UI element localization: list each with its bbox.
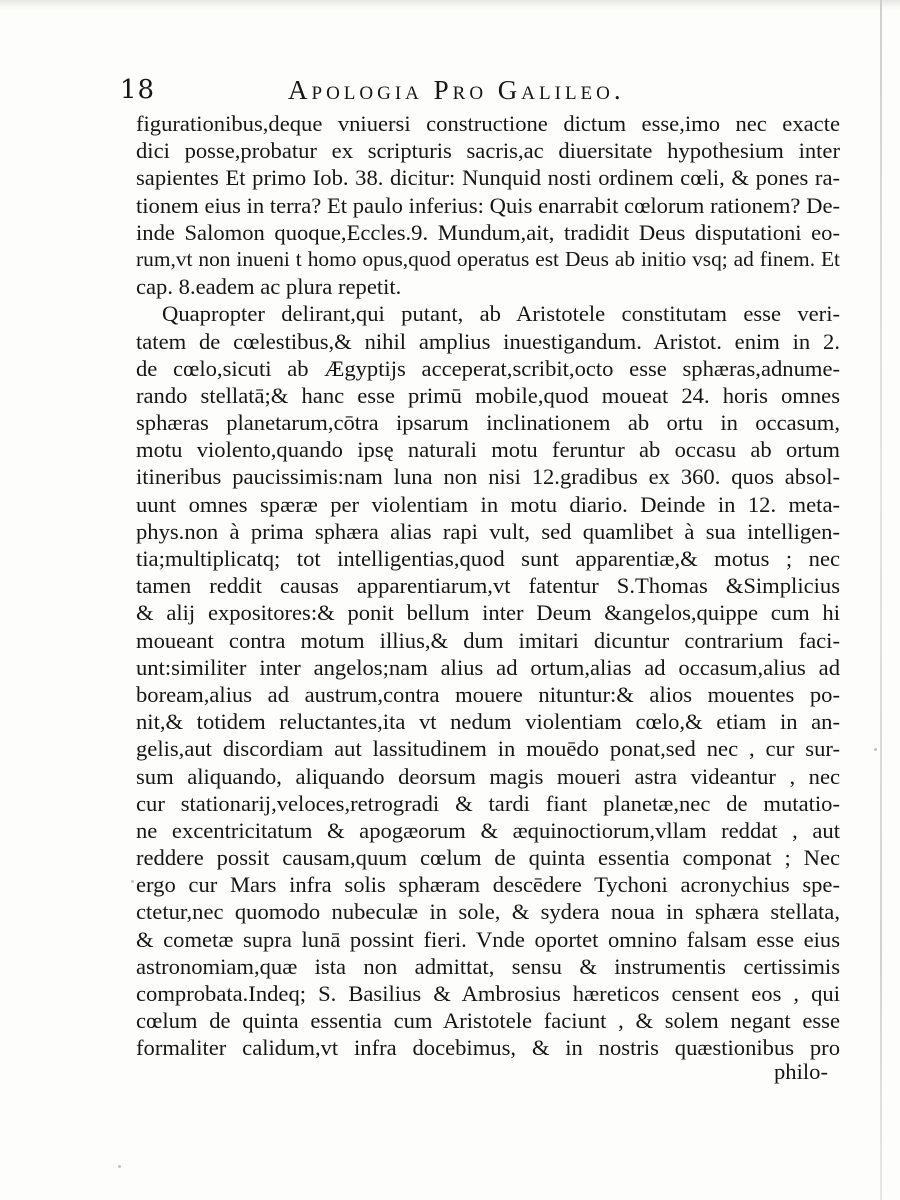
scan-speck [874, 748, 877, 751]
paragraph-start-line: Quapropter delirant,qui putant, ab Aristotele constitutam esse veri- [162, 301, 840, 327]
text-line: rum,vt non inueni t homo opus,quod operatus est Deus ab initio vsq; ad finem. Et [136, 246, 840, 271]
text-line: & alij expositores:& ponit bellum inter Deum &angelos,quippe cum hi [136, 600, 840, 626]
text-line: dici posse,probatur ex scripturis sacris,ac diuersitate hypothesium inter [136, 138, 840, 164]
page-number: 18 [120, 75, 156, 105]
text-line: gelis,aut discordiam aut lassitudinem in mouēdo ponat,sed nec , cur sur- [136, 736, 840, 762]
text-line: motu violento,quando ipsę naturali motu feruntur ab occasu ab ortum [136, 437, 840, 463]
text-line: inde Salomon quoque,Eccles.9. Mundum,ait, tradidit Deus disputationi eo- [136, 219, 840, 245]
text-line: ne excentricitatum & apogæorum & æquinoctiorum,vllam reddat , aut [136, 817, 840, 843]
text-line: tionem eius in terra? Et paulo inferius: Quis enarrabit cœlorum rationem? De- [136, 192, 840, 218]
text-line: moueant contra motum illius,& dum imitari dicuntur contrarium faci- [136, 627, 840, 653]
text-line: cur stationarij,veloces,retrogradi & tardi fiant planetæ,nec de mutatio- [136, 790, 840, 816]
text-line: sum aliquando, aliquando deorsum magis moueri astra videantur , nec [136, 763, 840, 789]
text-line: sapientes Et primo Iob. 38. dicitur: Nunquid nosti ordinem cœli, & pones ra- [136, 165, 840, 191]
body-text [136, 110, 840, 1062]
text-line: de cœlo,sicuti ab Ægyptijs acceperat,scribit,octo esse sphæras,adnume- [136, 355, 840, 381]
text-line: boream,alius ad austrum,contra mouere nituntur:& alios mouentes po- [136, 681, 840, 707]
text-line: formaliter calidum,vt infra docebimus, & in nostris quæstionibus pro [136, 1035, 840, 1061]
text-line: nit,& totidem reluctantes,ita vt nedum violentiam cœlo,& etiam in an- [136, 709, 840, 735]
text-line: cœlum de quinta essentia cum Aristotele faciunt , & solem negant esse [136, 1008, 840, 1034]
text-line: itineribus paucissimis:nam luna non nisi 12.gradibus ex 360. quos absol- [136, 464, 840, 490]
text-line: & cometæ supra lunā possint fieri. Vnde oportet omnino falsam esse eius [136, 926, 840, 952]
running-title: Apologia Pro Galileo. [288, 75, 625, 105]
text-line: rando stellatā;& hanc esse primū mobile,quod moueat 24. horis omnes [136, 382, 840, 408]
text-line: sphæras planetarum,cōtra ipsarum inclinationem ab ortu in occasum, [136, 410, 840, 436]
text-line: ergo cur Mars infra solis sphæram descēdere Tychoni acronychius spe- [136, 872, 840, 898]
text-line: unt:similiter inter angelos;nam alius ad ortum,alias ad occasum,alius ad [136, 654, 840, 680]
text-line: astronomiam,quæ ista non admittat, sensu & instrumentis certissimis [136, 953, 840, 979]
text-line: tia;multiplicatq; tot intelligentias,quod sunt apparentiæ,& motus ; nec [136, 546, 840, 571]
running-head [120, 74, 840, 110]
catchword: philo- [774, 1059, 828, 1084]
text-line: tamen reddit causas apparentiarum,vt fatentur S.Thomas &Simplicius [136, 573, 840, 599]
text-line: cap. 8.eadem ac plura repetit. [136, 274, 402, 300]
text-line: uunt omnes spæræ per violentiam in motu diario. Deinde in 12. meta- [136, 491, 840, 517]
text-line: reddere possit causam,quum cœlum de quinta essentia componat ; Nec [136, 845, 840, 871]
scan-speck [118, 1165, 121, 1168]
text-line: phys.non à prima sphæra alias rapi vult, sed quamlibet à sua intelligen- [136, 518, 840, 544]
text-line: figurationibus,deque vniuersi constructione dictum esse,imo nec exacte [136, 111, 840, 136]
scan-top-shadow [0, 0, 900, 10]
text-line: comprobata.Indeq; S. Basilius & Ambrosius hæreticos censent eos , qui [136, 981, 840, 1006]
text-line: tatem de cœlestibus,& nihil amplius inuestigandum. Aristot. enim in 2. [136, 328, 840, 354]
text-line: ctetur,nec quomodo nubeculæ in sole, & sydera noua in sphæra stellata, [136, 899, 840, 925]
page-edge-shadow [880, 0, 882, 1200]
scan-speck [131, 880, 134, 883]
